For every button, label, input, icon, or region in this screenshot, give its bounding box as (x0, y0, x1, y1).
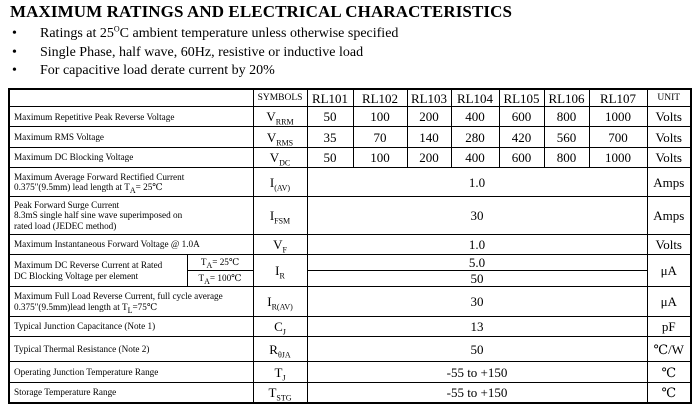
symbol-main: V (269, 149, 280, 165)
header-part: RL102 (353, 89, 407, 107)
param-label: Maximum RMS Voltage (9, 127, 253, 147)
note-text: For capacitive load derate current by 20% (40, 63, 275, 78)
header-part: RL107 (589, 89, 647, 107)
symbol-sub: θJA (277, 350, 291, 360)
value-cell: 420 (499, 127, 544, 147)
param-label: Maximum Instantaneous Forward Voltage @ 1.0A (9, 234, 253, 254)
symbol-cell (253, 127, 307, 147)
param-label: Maximum Repetitive Peak Reverse Voltage (9, 107, 253, 127)
value-cell: 13 (307, 316, 647, 336)
symbol-cell (253, 316, 307, 336)
symbol-main: T (274, 364, 283, 380)
table-row (9, 255, 691, 271)
symbol-sub: STG (276, 393, 292, 403)
value-cell: 50 (307, 107, 353, 127)
value-cell: 100 (353, 147, 407, 167)
symbol-cell (253, 362, 307, 382)
symbol-cell (253, 234, 307, 254)
param-line (14, 302, 251, 313)
value-cell: 200 (407, 107, 451, 127)
unit-cell: pF (647, 316, 691, 336)
param-line: 8.3mS single half sine wave superimposed on (14, 210, 183, 221)
value-cell: 70 (353, 127, 407, 147)
param-label (9, 167, 253, 196)
value-cell: 50 (307, 337, 647, 362)
symbol-main: V (266, 109, 276, 125)
table-row (9, 287, 691, 316)
table-row (9, 362, 691, 382)
symbol-sub: DC (279, 158, 291, 168)
value-cell: 600 (499, 107, 544, 127)
note-item (10, 25, 398, 44)
value-cell: 1000 (589, 147, 647, 167)
symbol-main: V (266, 129, 277, 145)
bullet-icon: • (12, 63, 17, 78)
table-row (9, 197, 691, 234)
value-cell: 50 (307, 271, 647, 287)
symbol-main: V (273, 236, 283, 252)
value-cell: 30 (307, 287, 647, 316)
symbol-cell (253, 167, 307, 196)
param-line: DC Blocking Voltage per element (14, 270, 139, 281)
param-line: Maximum Average Forward Rectified Current (14, 171, 185, 182)
table-row (9, 147, 691, 167)
symbol-main: T (268, 384, 277, 400)
ratings-table (8, 88, 692, 404)
param-line: rated load (JEDEC method) (14, 220, 117, 231)
bullet-icon: • (12, 26, 17, 41)
unit-cell: Volts (647, 127, 691, 147)
note-item (10, 62, 398, 81)
param-label: Maximum DC Blocking Voltage (9, 147, 253, 167)
symbol-sub: FSM (274, 216, 291, 226)
param-line: Maximum Full Load Reverse Current, full cycle average (14, 291, 223, 302)
value-cell: -55 to +150 (307, 382, 647, 403)
unit-cell: μA (647, 255, 691, 287)
param-text: 0.375"(9.5mm)lead length at T (14, 301, 128, 312)
symbol-cell (253, 255, 307, 287)
value-cell: 1.0 (307, 167, 647, 196)
table-row (9, 316, 691, 336)
unit-cell: Volts (647, 147, 691, 167)
bullet-icon: • (12, 44, 17, 60)
note-superscript: O (113, 24, 120, 34)
value-cell: 600 (499, 147, 544, 167)
table-row (9, 127, 691, 147)
param-sub: L (127, 305, 133, 315)
symbol-main: I (267, 294, 272, 310)
value-cell: 100 (353, 107, 407, 127)
symbol-sub: F (282, 245, 287, 255)
page-title: MAXIMUM RATINGS AND ELECTRICAL CHARACTERISTICS (10, 2, 513, 21)
condition-text: T (198, 273, 205, 284)
param-label (9, 197, 253, 234)
header-part: RL104 (451, 89, 499, 107)
unit-cell: Volts (647, 107, 691, 127)
param-label (9, 255, 187, 287)
param-line (14, 182, 251, 193)
value-cell: 800 (544, 107, 589, 127)
header-unit: UNIT (647, 89, 691, 107)
value-cell: 800 (544, 147, 589, 167)
symbol-main: I (269, 208, 275, 224)
value-cell: 560 (544, 127, 589, 147)
header-symbols: SYMBOLS (253, 89, 307, 107)
unit-cell: ℃ (647, 382, 691, 403)
unit-cell: μA (647, 287, 691, 316)
param-label: Storage Temperature Range (9, 382, 253, 403)
symbol-cell (253, 107, 307, 127)
value-cell: 50 (307, 147, 353, 167)
symbol-sub: R (279, 271, 285, 281)
symbol-cell (253, 287, 307, 316)
value-cell: -55 to +150 (307, 362, 647, 382)
note-text: Ratings at 25 (40, 26, 114, 41)
symbol-main: R (269, 341, 278, 357)
symbol-cell (253, 147, 307, 167)
note-item (10, 44, 398, 63)
header-param-cell (9, 89, 253, 107)
symbol-sub: J (282, 327, 286, 337)
unit-cell: ℃/W (647, 337, 691, 362)
value-cell: 280 (451, 127, 499, 147)
symbol-main: I (269, 174, 275, 190)
symbol-cell (253, 197, 307, 234)
header-part: RL101 (307, 89, 353, 107)
value-cell: 700 (589, 127, 647, 147)
table-row (9, 382, 691, 403)
value-cell: 35 (307, 127, 353, 147)
value-cell: 200 (407, 147, 451, 167)
param-sub: A (129, 185, 136, 195)
param-label: Operating Junction Temperature Range (9, 362, 253, 382)
table-row (9, 167, 691, 196)
condition-sub: A (206, 260, 213, 270)
param-label: Typical Junction Capacitance (Note 1) (9, 316, 253, 336)
symbol-cell (253, 337, 307, 362)
value-cell: 1.0 (307, 234, 647, 254)
param-text: 0.375"(9.5mm) lead length at T (14, 182, 130, 193)
unit-cell: Amps (647, 197, 691, 234)
header-part: RL106 (544, 89, 589, 107)
unit-cell: Amps (647, 167, 691, 196)
table-header-row (9, 89, 691, 107)
param-label (9, 287, 253, 316)
condition-cell (187, 255, 253, 271)
notes-list (10, 25, 398, 81)
unit-cell: Volts (647, 234, 691, 254)
param-line: Peak Forward Surge Current (14, 199, 120, 210)
symbol-sub: R(AV) (271, 302, 293, 312)
condition-cell (187, 271, 253, 287)
symbol-sub: RMS (276, 138, 294, 148)
header-part: RL105 (499, 89, 544, 107)
symbol-cell (253, 382, 307, 403)
table-row (9, 107, 691, 127)
value-cell: 400 (451, 147, 499, 167)
value-cell: 1000 (589, 107, 647, 127)
unit-cell: ℃ (647, 362, 691, 382)
value-cell: 140 (407, 127, 451, 147)
symbol-sub: (AV) (274, 183, 291, 193)
param-label: Typical Thermal Resistance (Note 2) (9, 337, 253, 362)
symbol-main: C (274, 318, 283, 334)
table-row (9, 337, 691, 362)
param-text: = 25℃ (135, 182, 163, 193)
param-line: Maximum DC Reverse Current at Rated (14, 260, 163, 271)
condition-text: = 25℃ (212, 257, 240, 268)
note-text: Single Phase, half wave, 60Hz, resistive or inductive load (40, 44, 364, 60)
header-part: RL103 (407, 89, 451, 107)
value-cell: 30 (307, 197, 647, 234)
condition-text: T (200, 257, 207, 268)
symbol-sub: J (282, 373, 286, 383)
value-cell: 5.0 (307, 255, 647, 271)
note-text-cont: C ambient temperature unless otherwise specified (119, 26, 399, 41)
table-row (9, 234, 691, 254)
condition-sub: A (204, 277, 210, 287)
symbol-main: I (275, 263, 280, 279)
param-text: =75℃ (132, 301, 158, 312)
symbol-sub: RRM (275, 117, 294, 127)
value-cell: 400 (451, 107, 499, 127)
condition-text: = 100℃ (209, 273, 242, 284)
